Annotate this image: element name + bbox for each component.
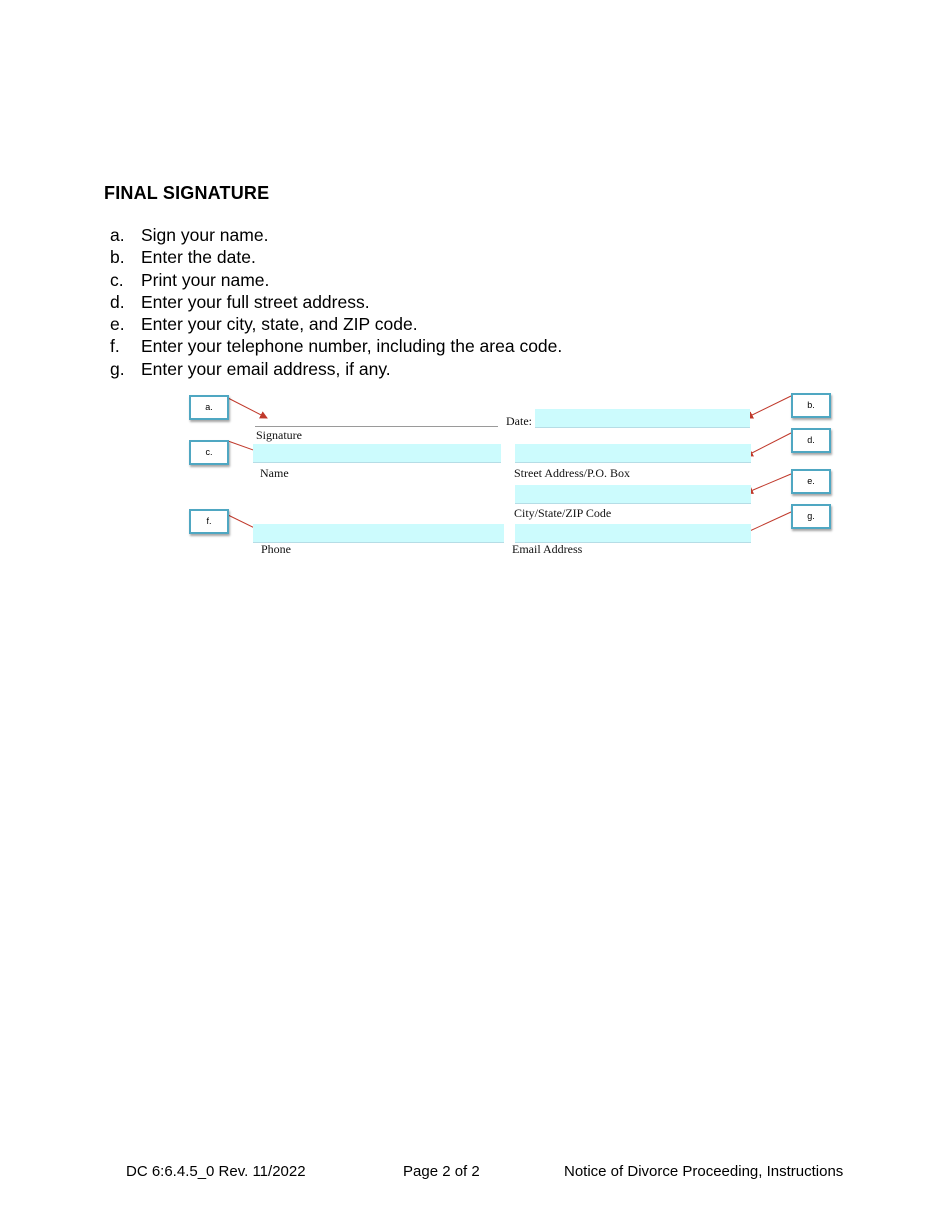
email-label: Email Address xyxy=(512,542,583,556)
date-label: Date: xyxy=(506,414,532,428)
form-code: DC 6:6.4.5_0 Rev. 11/2022 xyxy=(126,1163,306,1180)
name-field[interactable] xyxy=(253,444,501,463)
date-field[interactable] xyxy=(535,409,750,428)
arrow-b xyxy=(746,396,791,418)
city-state-zip-label: City/State/ZIP Code xyxy=(514,506,612,520)
name-label: Name xyxy=(260,466,289,480)
item-text: Enter your telephone number, including the area code. xyxy=(141,336,563,357)
phone-field[interactable] xyxy=(253,524,504,543)
signature-label: Signature xyxy=(256,428,302,442)
item-text: Enter your email address, if any. xyxy=(141,358,391,379)
section-title: FINAL SIGNATURE xyxy=(104,183,270,203)
callout-d: d. xyxy=(791,428,831,453)
item-text: Sign your name. xyxy=(141,225,269,245)
item-letter: a. xyxy=(110,225,125,245)
callout-a: a. xyxy=(189,395,229,420)
arrow-e xyxy=(746,474,791,493)
arrow-a xyxy=(228,398,267,418)
page-number: Page 2 of 2 xyxy=(403,1163,480,1180)
callout-c: c. xyxy=(189,440,229,465)
item-text: Enter your city, state, and ZIP code. xyxy=(141,314,418,335)
city-state-zip-field[interactable] xyxy=(515,485,751,504)
street-address-field[interactable] xyxy=(515,444,751,463)
phone-label: Phone xyxy=(261,542,291,556)
item-letter: f. xyxy=(110,336,120,357)
item-text: Enter the date. xyxy=(141,247,256,268)
document-title: Notice of Divorce Proceeding, Instructions xyxy=(564,1163,844,1180)
callout-b: b. xyxy=(791,393,831,418)
item-letter: e. xyxy=(110,314,125,335)
item-letter: d. xyxy=(110,291,125,312)
item-letter: c. xyxy=(110,269,124,290)
email-field[interactable] xyxy=(515,524,751,543)
callout-g: g. xyxy=(791,504,831,529)
callout-f: f. xyxy=(189,509,229,534)
arrow-d xyxy=(746,433,791,456)
street-address-label: Street Address/P.O. Box xyxy=(514,466,631,480)
callout-e: e. xyxy=(791,469,831,494)
item-letter: g. xyxy=(110,358,125,379)
item-letter: b. xyxy=(110,247,125,268)
signature-line[interactable] xyxy=(255,426,498,427)
item-text: Enter your full street address. xyxy=(141,291,370,312)
item-text: Print your name. xyxy=(141,269,270,290)
